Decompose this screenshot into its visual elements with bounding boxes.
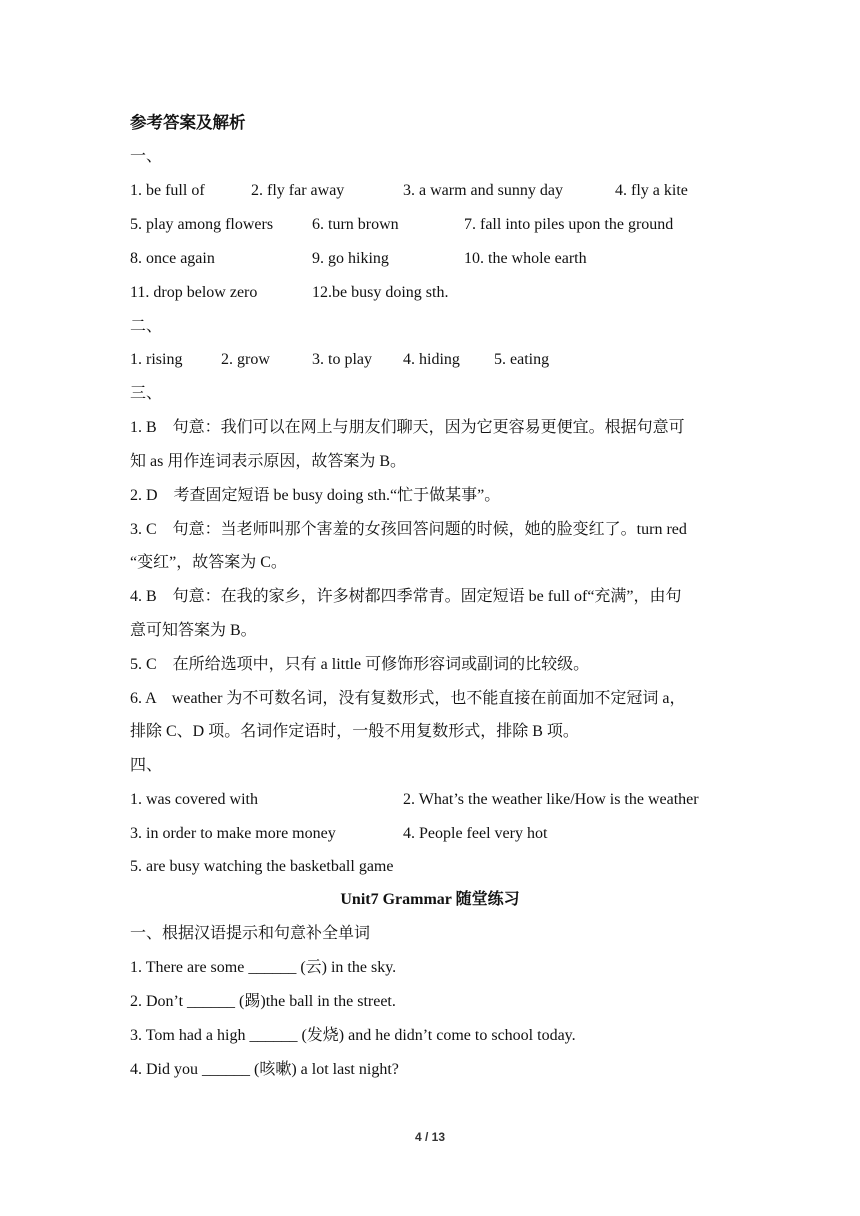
answer-item: 8. once again [130,250,215,267]
answer-item: 5. play among flowers [130,216,274,233]
answer-item: 3. a warm and sunny day [403,182,563,199]
page-number: 4 / 13 [414,1130,446,1144]
explanation-line: 排除 C、D 项。名词作定语时，一般不用复数形式，排除 B 项。 [130,723,579,740]
answer-item: 1. be full of [130,182,205,199]
answer-item: 2. grow [221,351,270,368]
explanation-line: “变红”，故答案为 C。 [130,554,287,571]
explanation-line: 5. C 在所给选项中，只有 a little 可修饰形容词或副词的比较级。 [130,656,590,673]
explanation-line: 6. A weather 为不可数名词，没有复数形式，也不能直接在前面加不定冠词 a， [130,690,686,707]
exercise-question: 2. Don’t ______ (踢)the ball in the street. [130,993,396,1010]
exercise-question: 3. Tom had a high ______ (发烧) and he didn’t come to school today. [130,1027,576,1044]
explanation-line: 知 as 用作连词表示原因，故答案为 B。 [130,453,407,470]
exercise-question: 4. Did you ______ (咳嗽) a lot last night? [130,1061,399,1078]
answer-item: 10. the whole earth [464,250,587,267]
answer-item: 1. was covered with [130,791,258,808]
answer-item: 3. to play [312,351,372,368]
section-1-label: 一、 [130,148,163,165]
answer-item: 2. What’s the weather like/How is the weather [403,791,699,808]
explanation-line: 1. B 句意：我们可以在网上与朋友们聊天，因为它更容易更便宜。根据句意可 [130,419,685,436]
answer-item: 3. in order to make more money [130,825,336,842]
answer-item: 7. fall into piles upon the ground [464,216,674,233]
answer-item: 6. turn brown [312,216,399,233]
section-4-label: 四、 [130,757,163,774]
answer-item: 4. hiding [403,351,460,368]
answer-item: 5. eating [494,351,550,368]
answer-item: 12.be busy doing sth. [312,284,449,301]
answer-item: 11. drop below zero [130,284,258,301]
explanation-line: 4. B 句意：在我的家乡，许多树都四季常青。固定短语 be full of“充满”，由句 [130,588,682,605]
answer-item: 5. are busy watching the basketball game [130,858,394,875]
answer-item: 4. People feel very hot [403,825,548,842]
answer-heading: 参考答案及解析 [130,113,246,132]
explanation-line: 2. D 考查固定短语 be busy doing sth.“忙于做某事”。 [130,487,501,504]
section-2-label: 二、 [130,318,163,335]
section-3-label: 三、 [130,385,163,402]
answer-item: 1. rising [130,351,183,368]
answer-item: 4. fly a kite [615,182,688,199]
answer-item: 9. go hiking [312,250,389,267]
explanation-line: 意可知答案为 B。 [130,622,257,639]
exercise-question: 1. There are some ______ (云) in the sky. [130,959,397,976]
explanation-line: 3. C 句意：当老师叫那个害羞的女孩回答问题的时候，她的脸变红了。turn red [130,521,687,538]
unit-title: Unit7 Grammar 随堂练习 [340,891,520,908]
exercise-label: 一、根据汉语提示和句意补全单词 [130,925,371,942]
answer-item: 2. fly far away [251,182,345,199]
